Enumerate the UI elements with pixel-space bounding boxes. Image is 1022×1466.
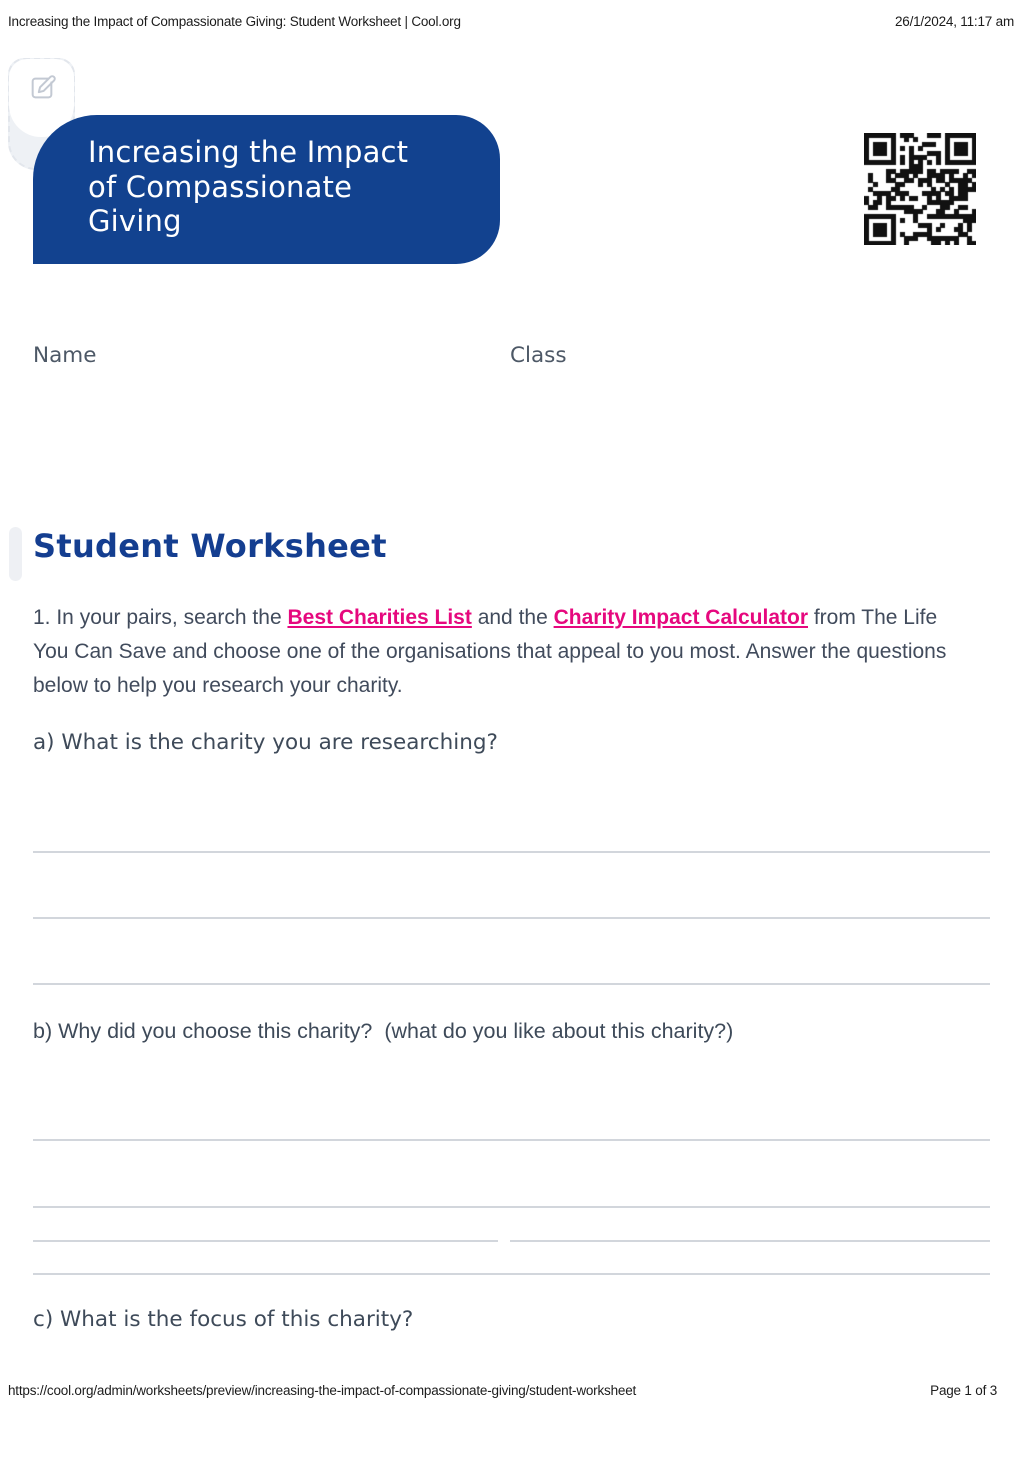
answer-line bbox=[33, 1273, 990, 1275]
question-b: b) Why did you choose this charity? (what do you like about this charity?) bbox=[33, 1019, 734, 1043]
intro-paragraph: 1. In your pairs, search the Best Charities List and the Charity Impact Calculator from The Life You Can Save and choose one of the organisations that appeal to you most. Answer the questions below to help you research your charity. bbox=[33, 606, 947, 697]
print-header-title: Increasing the Impact of Compassionate Giving: Student Worksheet | Cool.org bbox=[8, 14, 461, 29]
heading-accent-bar bbox=[9, 527, 22, 581]
answer-line bbox=[33, 917, 990, 919]
pencil-square-icon bbox=[26, 59, 58, 109]
worksheet-title: Increasing the Impact of Compassionate Giving bbox=[88, 135, 409, 238]
answer-line bbox=[510, 1240, 990, 1242]
print-footer-page: Page 1 of 3 bbox=[930, 1383, 997, 1398]
question-c: c) What is the focus of this charity? bbox=[33, 1307, 414, 1332]
answer-line bbox=[33, 851, 990, 853]
question-a: a) What is the charity you are researching? bbox=[33, 730, 498, 755]
answer-line bbox=[33, 983, 990, 985]
answer-line bbox=[33, 1240, 498, 1242]
print-header-datetime: 26/1/2024, 11:17 am bbox=[894, 14, 1014, 29]
qr-code bbox=[864, 133, 976, 245]
name-label: Name bbox=[33, 343, 97, 368]
print-footer-url: https://cool.org/admin/worksheets/preview/increasing-the-impact-of-compassionate-giving/student-worksheet bbox=[8, 1383, 637, 1398]
class-label: Class bbox=[510, 343, 567, 368]
best-charities-list-link[interactable]: Best Charities List bbox=[287, 606, 472, 629]
worksheet-title-banner bbox=[33, 115, 500, 264]
answer-line bbox=[33, 1139, 990, 1141]
charity-impact-calculator-link[interactable]: Charity Impact Calculator bbox=[553, 606, 808, 629]
answer-line bbox=[33, 1206, 990, 1208]
page-title: Student Worksheet bbox=[33, 527, 387, 565]
